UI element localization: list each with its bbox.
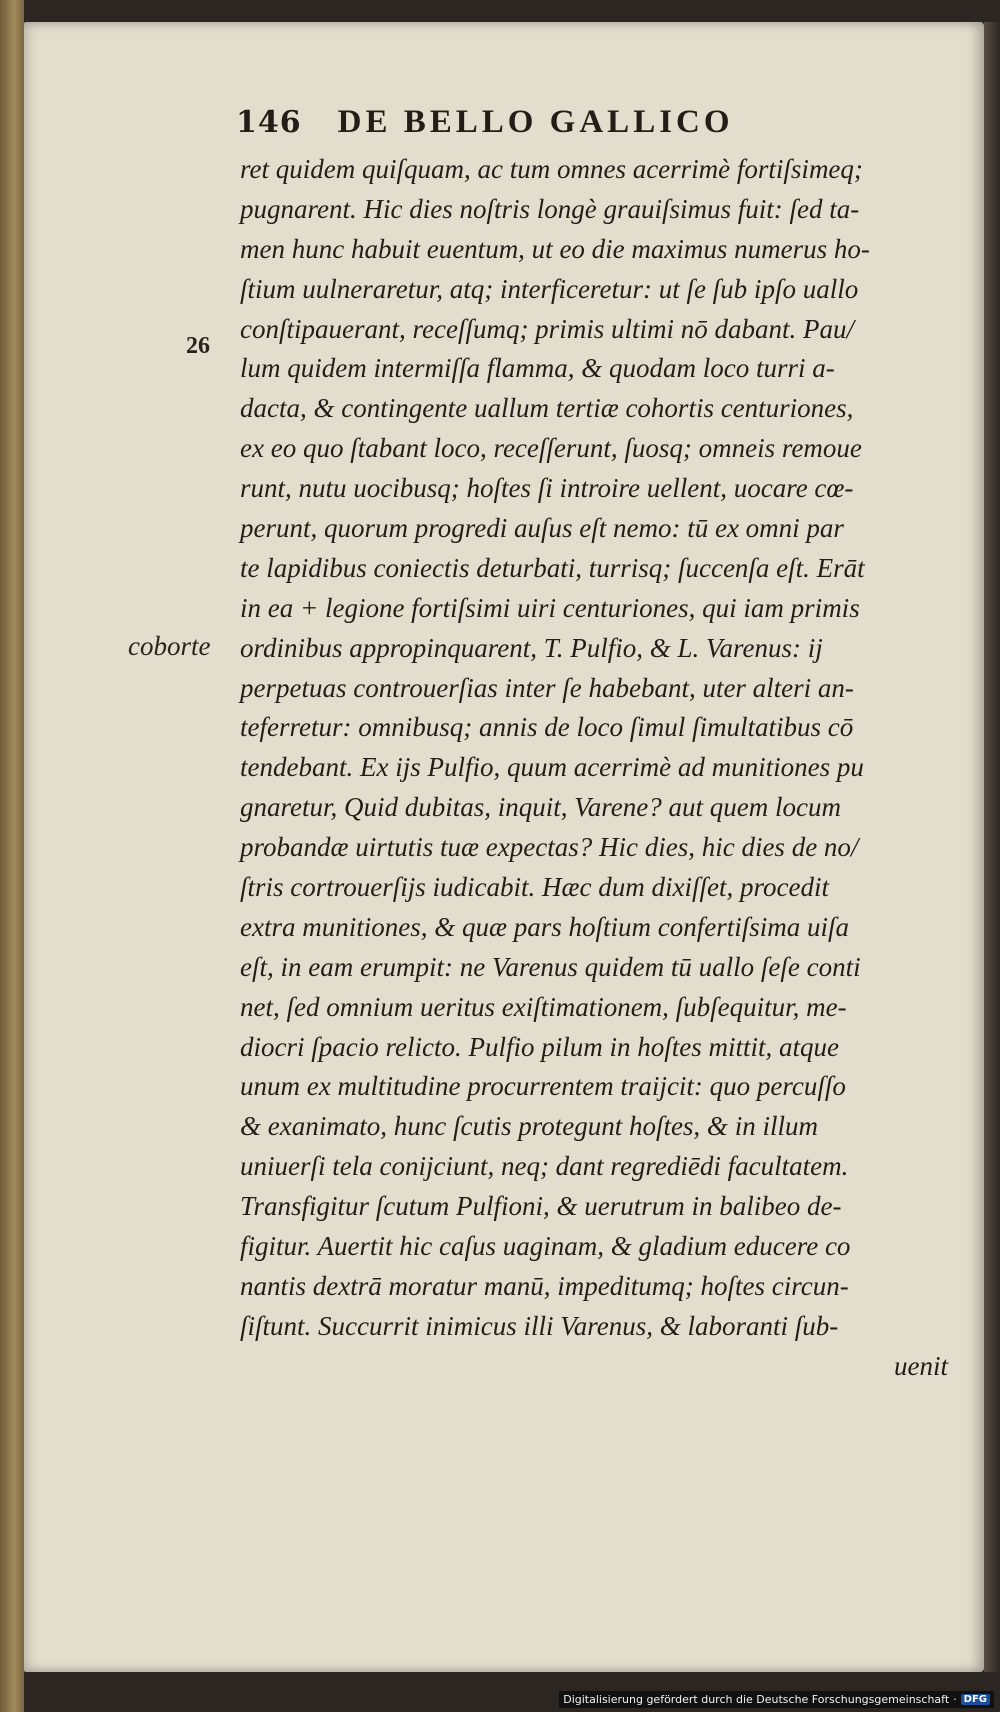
text-line: teferretur: omnibusq; annis de loco ſimul ſimultatibus cō xyxy=(240,712,854,743)
text-line: net, ſed omnium ueritus exiſtimationem, ſubſequitur, me- xyxy=(240,991,847,1022)
margin-line-number: 26 xyxy=(186,333,210,359)
text-line: ret quidem quiſquam, ac tum omnes acerrimè fortiſsimeq; xyxy=(240,154,863,184)
text-line: uniuerſi tela conijciunt, neq; dant regrediēdi facultatem. xyxy=(240,1151,849,1182)
page-edge-shadow xyxy=(984,22,1000,1672)
text-line: Transfigitur ſcutum Pulfioni, & uerutrum in balibeo de- xyxy=(240,1191,842,1222)
text-line: ſtium uulneraretur, atq; interficeretur: ut ſe ſub ipſo uallo xyxy=(240,273,859,304)
separator: · xyxy=(953,1693,957,1706)
text-line: unum ex multitudine procurrentem traijcit: quo percuſſo xyxy=(240,1071,846,1102)
text-line: conſtipauerant, receſſumq; primis ultimi nō dabant. Pau/ xyxy=(240,313,854,344)
page-header xyxy=(236,104,856,141)
text-line: men hunc habuit euentum, ut eo die maximus numerus ho- xyxy=(240,233,870,264)
digitization-credit xyxy=(559,1691,994,1708)
text-line: runt, nutu uocibusq; hoſtes ſi introire uellent, uocare cœ- xyxy=(240,473,854,504)
running-head: DE BELLO GALLICO xyxy=(337,104,734,140)
text-line: te lapidibus coniectis deturbati, turrisq; ſuccenſa eſt. Erāt xyxy=(240,552,865,583)
credit-text: Digitalisierung gefördert durch die Deutsche Forschungsgemeinschaft xyxy=(563,1693,950,1706)
text-line: tendebant. Ex ijs Pulfio, quum acerrimè ad munitiones pu xyxy=(240,752,864,783)
text-block xyxy=(240,150,980,1387)
text-line: ex eo quo ſtabant loco, receſſerunt, ſuosq; omneis remoue xyxy=(240,433,862,464)
text-line: ſiſtunt. Succurrit inimicus illi Varenus, & laboranti ſub- xyxy=(240,1310,839,1341)
dfg-logo-icon: DFG xyxy=(961,1694,990,1705)
text-line: lum quidem intermiſſa flamma, & quodam loco turri a- xyxy=(240,353,835,384)
text-line: figitur. Auertit hic caſus uaginam, & gladium educere co xyxy=(240,1231,851,1262)
text-line: extra munitiones, & quæ pars hoſtium confertiſsima uiſa xyxy=(240,911,849,942)
text-line: ſtris cortrouerſijs iudicabit. Hæc dum dixiſſet, procedit xyxy=(240,872,829,903)
margin-note: coborte xyxy=(128,631,211,661)
text-line: pugnarent. Hic dies noſtris longè grauiſsimus fuit: ſed ta- xyxy=(240,193,860,224)
text-line: diocri ſpacio relicto. Pulfio pilum in hoſtes mittit, atque xyxy=(240,1031,839,1062)
text-line: ordinibus appropinquarent, T. Pulfio, & L. Varenus: ij xyxy=(240,632,823,663)
book-spine xyxy=(0,0,24,1712)
text-line: gnaretur, Quid dubitas, inquit, Varene? aut quem locum xyxy=(240,792,841,823)
text-line: perpetuas controuerſias inter ſe habebant, uter alteri an- xyxy=(240,672,854,703)
text-line: dacta, & contingente uallum tertiæ cohortis centuriones, xyxy=(240,393,854,424)
text-line: perunt, quorum progredi auſus eſt nemo: tū ex omni par xyxy=(240,513,844,544)
text-line: nantis dextrā moratur manū, impeditumq; hoſtes circun- xyxy=(240,1270,849,1301)
text-line: in ea + legione fortiſsimi uiri centuriones, qui iam primis xyxy=(240,592,860,623)
page-number: 146 xyxy=(236,105,302,140)
text-line: probandæ uirtutis tuæ expectas? Hic dies, hic dies de no/ xyxy=(240,832,859,863)
text-line: & exanimato, hunc ſcutis protegunt hoſtes, & in illum xyxy=(240,1111,818,1142)
catchword: uenit xyxy=(894,1350,948,1381)
text-line: eſt, in eam erumpit: ne Varenus quidem tū uallo ſeſe conti xyxy=(240,951,861,982)
